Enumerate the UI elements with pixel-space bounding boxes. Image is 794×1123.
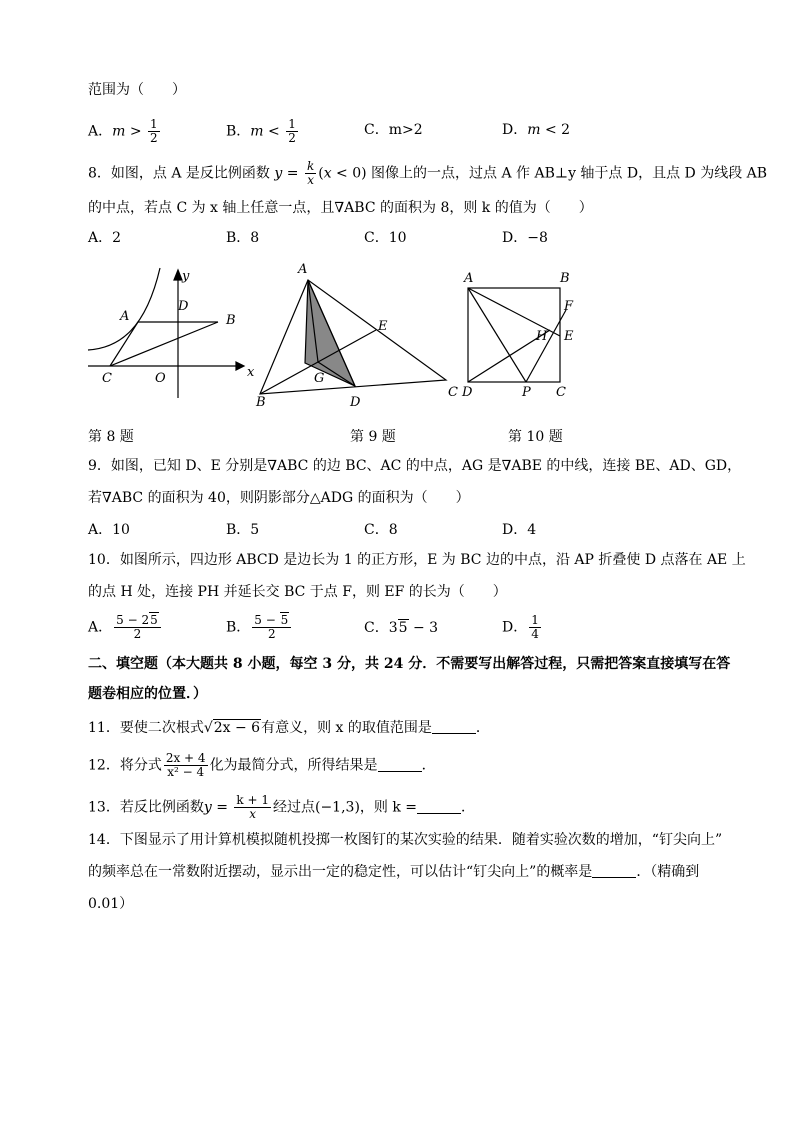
q10-option-c: C．35 − 3 (364, 620, 439, 636)
q10-line1: 10．如图所示，四边形 ABCD 是边长为 1 的正方形，E 为 BC 边的中点，沿 AP 折叠使 D 点落在 AE 上 (88, 552, 746, 568)
label-c9: C (448, 385, 458, 400)
label-f10: F (564, 299, 574, 314)
label-c: C (102, 371, 112, 386)
label-a: A (120, 309, 130, 324)
q10-option-a: A． $\frac{5 - 25}{2}$ (88, 614, 163, 641)
q9-option-a: A．10 (88, 522, 130, 538)
q7-option-b: B．m < $\frac{1}{2}$ (226, 117, 296, 145)
q7-tail-text: 范围为（ ） (88, 82, 186, 98)
q11-answer-blank[interactable] (432, 719, 476, 734)
q13-line: 13．若反比例函数y = $\frac{k + 1}{x}$ 经过点(−1,3)，则 k = ． (88, 793, 476, 821)
q7-option-c: C．m>2 (364, 122, 423, 138)
segment-ca (110, 322, 138, 366)
label-e9: E (378, 319, 388, 334)
label-d: D (178, 299, 189, 314)
triangle-abc (260, 280, 446, 394)
label-x: x (247, 365, 255, 380)
label-d9: D (350, 395, 361, 410)
q14-answer-blank[interactable] (592, 863, 636, 878)
caption-fig9: 第 9 题 (350, 429, 396, 445)
figure-9 (260, 280, 446, 394)
x-axis-arrow (236, 362, 244, 370)
q10-option-b: B． $\frac{5 - 5}{2}$ (226, 614, 293, 641)
label-b: B (226, 313, 236, 328)
q11-line: 11．要使二次根式√2x − 6有意义，则 x 的取值范围是 ． (88, 720, 490, 736)
q14-line3: 0.01） (88, 896, 134, 912)
label-b9: B (256, 395, 266, 410)
q9-line1: 9．如图，已知 D、E 分别是∇ABC 的边 BC、AC 的中点，AG 是∇ABE 的中线，连接 BE、AD、GD， (88, 458, 742, 474)
label-o: O (155, 371, 166, 386)
q12-line: 12．将分式 $\frac{2x + 4}{\text{x² − 4}}$ 化为最简分式，所得结果是 ． (88, 751, 436, 779)
label-e10: E (564, 329, 574, 344)
caption-fig10: 第 10 题 (508, 429, 563, 445)
q7-option-d: D．m < 2 (502, 122, 571, 138)
q12-answer-blank[interactable] (378, 757, 422, 772)
q14-line2: 的频率总在一常数附近摆动，显示出一定的稳定性，可以估计“钉尖向上”的概率是 ．（精确到 (88, 864, 700, 880)
q8-line1: 8．如图，点 A 是反比例函数 y = $\frac{k}{x}$ (x < 0) 图像上的一点，过点 A 作 AB⊥y 轴于点 D，且点 D 为线段 AB (88, 159, 768, 187)
q8-option-d: D．−8 (502, 230, 548, 246)
q7-option-a: A．m > $\frac{1}{2}$ (88, 117, 158, 145)
q10-line2: 的点 H 处，连接 PH 并延长交 BC 于点 F，则 EF 的长为（ ） (88, 584, 507, 600)
figure-10 (468, 288, 566, 382)
label-c10: C (556, 385, 566, 400)
q8-line2: 的中点，若点 C 为 x 轴上任意一点，且∇ABC 的面积为 8，则 k 的值为（ ） (88, 200, 593, 216)
y-axis-arrow (174, 270, 182, 280)
q8-option-a: A．2 (88, 230, 122, 246)
q8-option-c: C．10 (364, 230, 407, 246)
caption-fig8: 第 8 题 (88, 429, 134, 445)
figures-row (0, 258, 794, 438)
q9-line2: 若∇ABC 的面积为 40，则阴影部分△ADG 的面积为（ ） (88, 490, 470, 506)
segment-cb (110, 322, 218, 366)
label-y: y (182, 269, 190, 284)
label-a10: A (464, 271, 474, 286)
q9-option-b: B．5 (226, 522, 260, 538)
label-d10: D (462, 385, 473, 400)
label-h10: H (536, 329, 548, 344)
q11-radicand: 2x − 6 (213, 720, 261, 736)
label-b10: B (560, 271, 570, 286)
figure-9-labels (255, 262, 458, 410)
section2-heading-line1: 二、填空题（本大题共 8 小题，每空 3 分，共 24 分．不需要写出解答过程，只需把答案直接填写在答 (88, 656, 731, 672)
q8-option-b: B．8 (226, 230, 260, 246)
q13-answer-blank[interactable] (417, 799, 461, 814)
q10-option-d: D． $\frac{1}{4}$ (502, 613, 539, 641)
q9-option-c: C．8 (364, 522, 398, 538)
figure-10-labels (461, 271, 574, 400)
label-a9: A (298, 262, 308, 277)
q9-option-d: D．4 (502, 522, 537, 538)
section2-heading-line2: 题卷相应的位置．） (88, 686, 207, 702)
label-g9: G (314, 371, 325, 386)
segment-ap (468, 288, 526, 382)
q14-line1: 14．下图显示了用计算机模拟随机投掷一枚图钉的某次实验的结果．随着实验次数的增加，“钉尖向上” (88, 832, 723, 848)
label-p10: P (522, 385, 531, 400)
